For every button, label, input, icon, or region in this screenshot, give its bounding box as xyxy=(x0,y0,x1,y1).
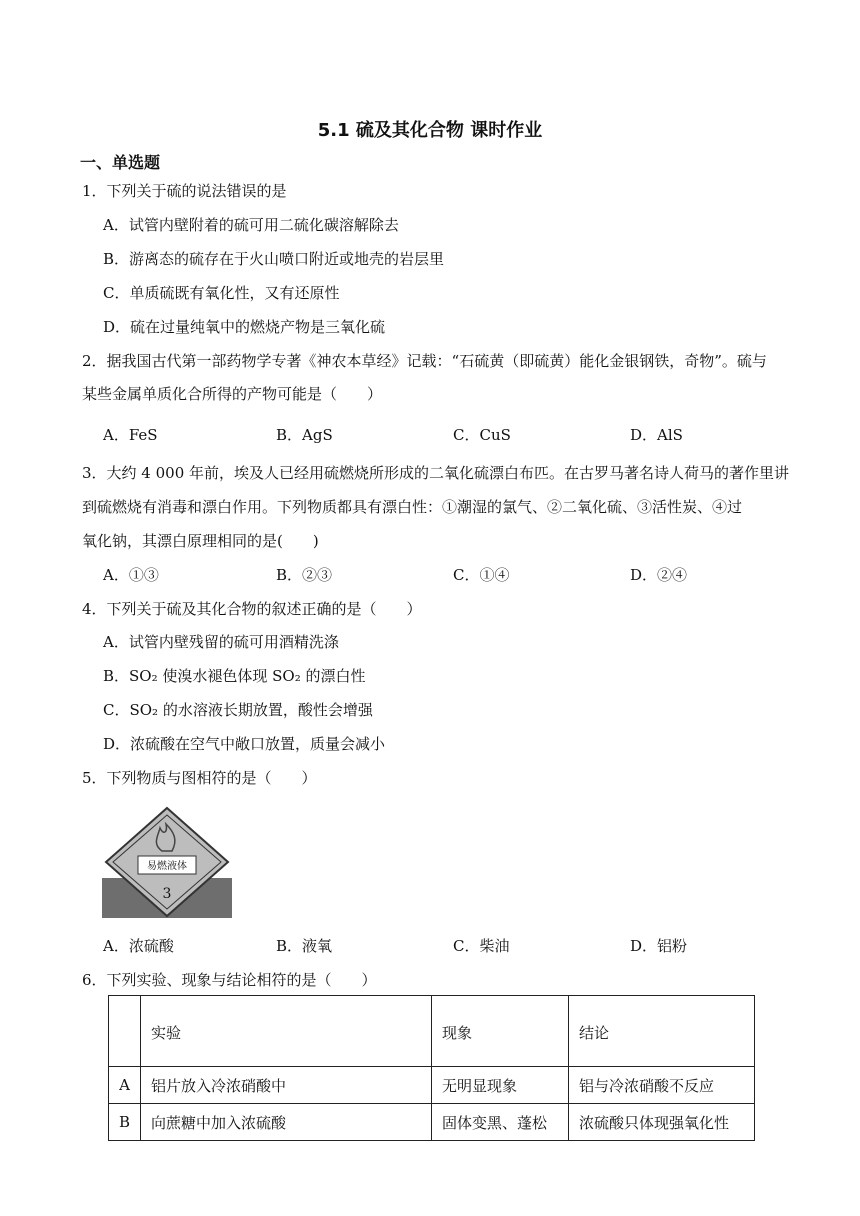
table-cell: 铝片放入冷浓硝酸中 xyxy=(141,1067,432,1104)
question-6-table xyxy=(108,995,755,1141)
question-1-option-b: B．游离态的硫存在于火山喷口附近或地壳的岩层里 xyxy=(103,250,445,268)
question-1-stem: 1．下列关于硫的说法错误的是 xyxy=(82,182,287,200)
table-header-row xyxy=(109,996,755,1067)
flammable-liquid-hazard-sign xyxy=(102,806,232,918)
table-cell: B xyxy=(109,1104,141,1141)
question-2-option-b: B．AgS xyxy=(276,426,333,444)
table-cell: 浓硫酸只体现强氧化性 xyxy=(569,1104,755,1141)
question-2-stem-line-2: 某些金属单质化合所得的产物可能是（ ） xyxy=(82,385,383,403)
table-cell: A xyxy=(109,1067,141,1104)
question-5-option-b: B．液氧 xyxy=(276,937,333,955)
question-3-stem-line-2: 到硫燃烧有消毒和漂白作用。下列物质都具有漂白性：①潮湿的氯气、②二氧化硫、③活性炭、④过 xyxy=(82,498,743,516)
question-1-option-a: A．试管内壁附着的硫可用二硫化碳溶解除去 xyxy=(103,216,399,234)
section-heading: 一、单选题 xyxy=(80,153,161,172)
question-3-stem-line-1: 3．大约 4 000 年前，埃及人已经用硫燃烧所形成的二氧化硫漂白布匹。在古罗马著名诗人荷马的著作里讲 xyxy=(82,464,790,482)
table-row xyxy=(109,1104,755,1141)
question-3-option-a: A．①③ xyxy=(103,566,159,584)
table-header-cell: 结论 xyxy=(569,996,755,1067)
table-header-cell: 现象 xyxy=(432,996,569,1067)
sign-class-number: 3 xyxy=(162,886,172,902)
page-title: 5.1 硫及其化合物 课时作业 xyxy=(317,120,543,141)
question-4-option-d: D．浓硫酸在空气中敞口放置，质量会减小 xyxy=(103,735,386,753)
question-4-option-a: A．试管内壁残留的硫可用酒精洗涤 xyxy=(103,633,339,651)
question-4-stem: 4．下列关于硫及其化合物的叙述正确的是（ ） xyxy=(82,600,422,618)
question-6-stem: 6．下列实验、现象与结论相符的是（ ） xyxy=(82,971,377,989)
question-4-option-b: B．SO₂ 使溴水褪色体现 SO₂ 的漂白性 xyxy=(103,667,366,685)
table-cell: 铝与冷浓硝酸不反应 xyxy=(569,1067,755,1104)
question-3-option-c: C．①④ xyxy=(453,566,510,584)
question-2-option-d: D．AlS xyxy=(630,426,683,444)
table-header-cell xyxy=(109,996,141,1067)
question-4-option-c: C．SO₂ 的水溶液长期放置，酸性会增强 xyxy=(103,701,373,719)
question-2-option-c: C．CuS xyxy=(453,426,511,444)
table-row xyxy=(109,1067,755,1104)
table-cell: 固体变黑、蓬松 xyxy=(432,1104,569,1141)
question-3-option-b: B．②③ xyxy=(276,566,333,584)
question-1-option-c: C．单质硫既有氧化性，又有还原性 xyxy=(103,284,340,302)
sign-label-text: 易燃液体 xyxy=(147,861,187,872)
question-5-stem: 5．下列物质与图相符的是（ ） xyxy=(82,769,317,787)
question-2-option-a: A．FeS xyxy=(103,426,158,444)
table-header-cell: 实验 xyxy=(141,996,432,1067)
question-3-option-d: D．②④ xyxy=(630,566,688,584)
question-1-option-d: D．硫在过量纯氧中的燃烧产物是三氧化硫 xyxy=(103,318,386,336)
question-5-option-a: A．浓硫酸 xyxy=(103,937,174,955)
question-3-stem-line-3: 氧化钠，其漂白原理相同的是( ) xyxy=(82,532,319,550)
question-5-option-d: D．铝粉 xyxy=(630,937,688,955)
question-2-stem-line-1: 2．据我国古代第一部药物学专著《神农本草经》记载：“石硫黄（即硫黄）能化金银钢铁，奇物”。硫与 xyxy=(82,352,767,370)
table-cell: 向蔗糖中加入浓硫酸 xyxy=(141,1104,432,1141)
question-5-option-c: C．柴油 xyxy=(453,937,510,955)
table-cell: 无明显现象 xyxy=(432,1067,569,1104)
